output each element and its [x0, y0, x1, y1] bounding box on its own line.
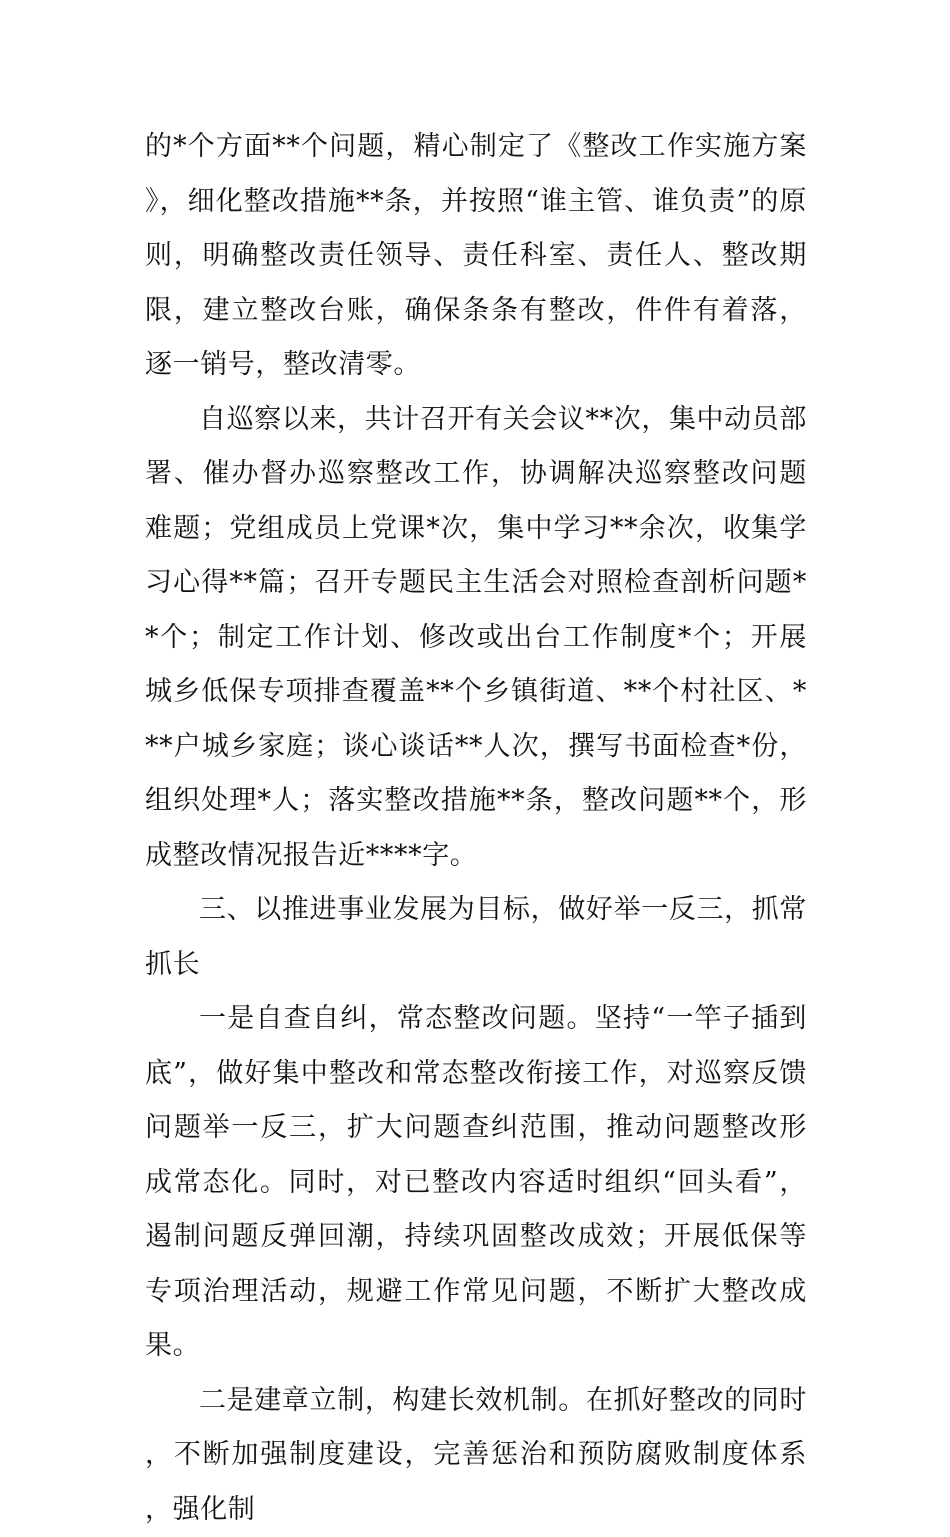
paragraph-institution-building: 二是建章立制，构建长效机制。在抓好整改的同时，不断加强制度建设，完善惩治和预防腐败制度体系，强化制 [145, 1374, 807, 1537]
paragraph-since-inspection: 自巡察以来，共计召开有关会议**次，集中动员部署、催办督办巡察整改工作，协调解决巡察整改问题难题；党组成员上党课*次，集中学习**余次，收集学习心得**篇；召开专题民主生活会对照检查剖析问题**个；制定工作计划、修改或出台工作制度*个；开展城乡低保专项排查覆盖**个乡镇街道、**个村社区、***户城乡家庭；谈心谈话**人次，撰写书面检查*份，组织处理*人；落实整改措施**条，整改问题**个，形成整改情况报告近****字。 [145, 393, 807, 884]
document-body [145, 120, 807, 1537]
paragraph-rectification-plan: 的*个方面**个问题，精心制定了《整改工作实施方案》，细化整改措施**条，并按照“谁主管、谁负责”的原则，明确整改责任领导、责任科室、责任人、整改期限，建立整改台账，确保条条有整改，件件有着落，逐一销号，整改清零。 [145, 120, 807, 393]
paragraph-self-inspection: 一是自查自纠，常态整改问题。坚持“一竿子插到底”，做好集中整改和常态整改衔接工作，对巡察反馈问题举一反三，扩大问题查纠范围，推动问题整改形成常态化。同时，对已整改内容适时组织“回头看”，遏制问题反弹回潮，持续巩固整改成效；开展低保等专项治理活动，规避工作常见问题，不断扩大整改成果。 [145, 992, 807, 1374]
section-heading-three: 三、以推进事业发展为目标，做好举一反三，抓常抓长 [145, 883, 807, 992]
